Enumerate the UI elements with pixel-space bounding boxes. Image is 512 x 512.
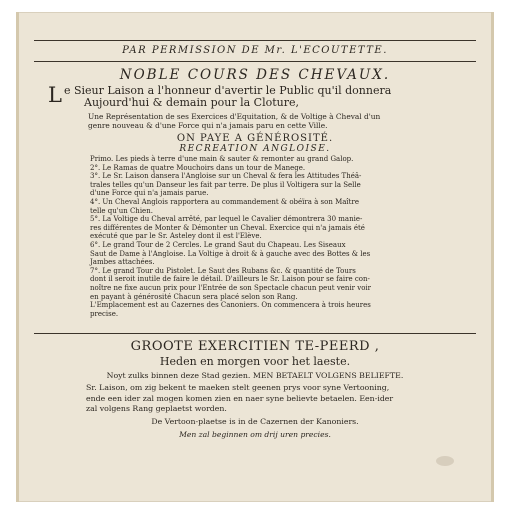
- dutch-body: [86, 383, 446, 415]
- program-list: [90, 155, 460, 318]
- recreation-heading: RECREATION ANGLOISE.: [179, 144, 331, 154]
- dutch-place: De Vertoon-plaetse is in de Cazernen der Kanoniers.: [151, 417, 359, 426]
- paper-edge-left: [16, 12, 19, 502]
- dutch-body-line: ende een ider zal mogen komen zien en naer syne believte betaelen. Een-ider: [86, 393, 394, 403]
- permission-header: PAR PERMISSION DE Mr. L'ECOUTETTE.: [122, 45, 388, 56]
- program-line: exécuté que par le Sr. Asteley dont il est l'Elève.: [90, 232, 262, 241]
- program-line: Jambes attachées.: [90, 258, 155, 267]
- paper-edge-right: [491, 12, 494, 502]
- dutch-subtitle: Heden en morgen voor het laeste.: [159, 355, 351, 368]
- program-line: 3°. Le Sr. Laison dansera l'Angloise sur un Cheval & fera les Attitudes Théâ-: [90, 172, 362, 181]
- paper-stain: [436, 456, 454, 466]
- program-line: 6°. Le grand Tour de 2 Cercles. Le grand Saut du Chapeau. Les Siseaux: [90, 240, 346, 249]
- dutch-body-line: Sr. Laison, om zig bekent te maeken stelt geenen prys voor syne Vertooning,: [86, 383, 390, 392]
- program-line: 4°. Un Cheval Anglois rapportera au commandement & obéïra à son Maître: [90, 197, 359, 206]
- intro-small-line: genre nouveau & d'une Force qui n'a jamais paru en cette Ville.: [88, 121, 328, 130]
- french-title: NOBLE COURS DES CHEVAUX.: [119, 67, 391, 83]
- program-line: dont il seroit inutile de faire le détail. D'ailleurs le Sr. Laison pour se faire con-: [90, 275, 370, 284]
- header-rule-top: [34, 40, 476, 41]
- program-line: telle qu'un Chien.: [90, 206, 153, 215]
- program-line: res différentes de Monter & Démonter un Cheval. Exercice qui n'a jamais été: [90, 223, 365, 232]
- header-rule-bottom: [34, 61, 476, 62]
- program-line: trales telles qu'un Danseur les fait par terre. De plus il Voltigera sur la Selle: [90, 180, 361, 189]
- dutch-title: GROOTE EXERCITIEN TE-PEERD ,: [130, 339, 380, 354]
- intro-small-line: Une Représentation de ses Exercices d'Equitation, & de Voltige à Cheval d'un: [88, 112, 381, 121]
- program-line: d'une Force qui n'a jamais parue.: [90, 189, 209, 198]
- french-intro: [48, 85, 468, 109]
- intro-dropcap: L: [48, 83, 62, 107]
- program-line: noître ne fixe aucun prix pour l'Entrée de son Spectacle chacun peut venir voir: [90, 283, 372, 292]
- dutch-body-line: zal volgens Rang geplaetst worden.: [86, 404, 227, 413]
- program-line: Primo. Les pieds à terre d'une main & sauter & remonter au grand Galop.: [90, 155, 354, 163]
- program-line: 2°. Le Ramas de quatre Mouchoirs dans un tour de Manege.: [90, 163, 306, 172]
- intro-small: [88, 112, 438, 130]
- program-line: 5°. La Voltige du Cheval arrêté, par lequel le Cavalier démontrera 30 manie-: [90, 215, 363, 224]
- program-line: en payant à générosité Chacun sera placé selon son Rang.: [90, 292, 298, 301]
- poster-sheet: [16, 12, 494, 502]
- pay-line: ON PAYE A GÉNÉROSITÉ.: [176, 133, 334, 144]
- section-divider: [34, 333, 476, 334]
- dutch-notice: Noyt zulks binnen deze Stad gezien. MEN BETAELT VOLGENS BELIEFTE.: [106, 371, 404, 380]
- program-line: Saut de Dame à l'Angloise. La Voltige à droit & à gauche avec des Bottes & les: [90, 249, 371, 258]
- intro-line-2: Aujourd'hui & demain pour la Cloture,: [84, 96, 299, 109]
- dutch-start: Men zal beginnen om drij uren precies.: [179, 430, 331, 439]
- program-line: precise.: [90, 309, 119, 318]
- program-line: 7°. Le grand Tour du Pistolet. Le Saut des Rubans &c. & quantité de Tours: [90, 266, 356, 275]
- program-line: L'Emplacement est au Cazernes des Canoniers. On commencera à trois heures: [90, 301, 371, 310]
- intro-line-1: e Sieur Laison a l'honneur d'avertir le Public qu'il donnera: [63, 84, 392, 97]
